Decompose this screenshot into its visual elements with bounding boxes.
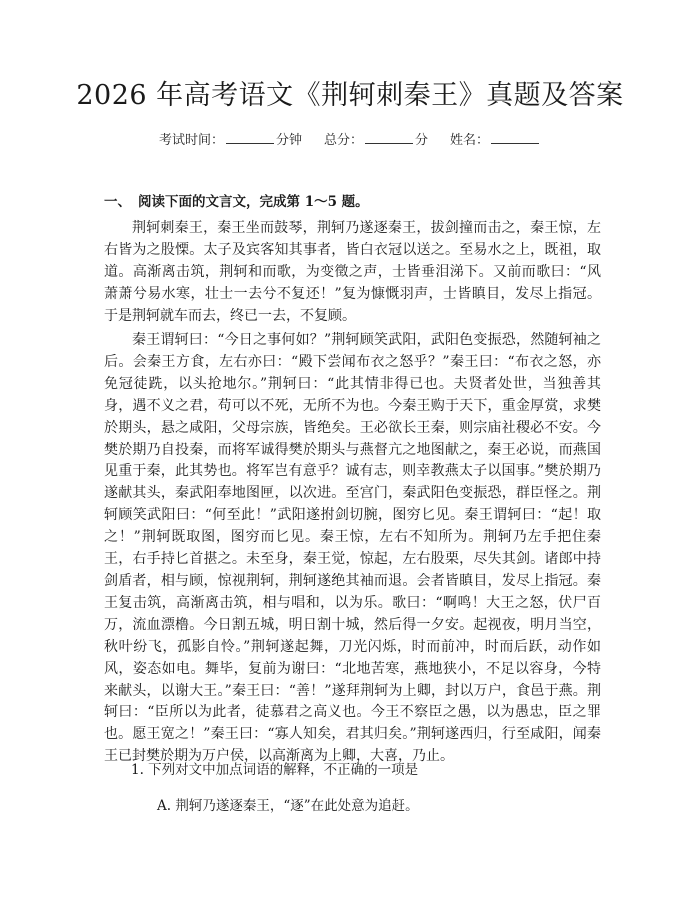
- time-blank: [226, 130, 274, 144]
- exam-meta-line: [0, 130, 700, 151]
- question-option: A. 荆轲乃遂逐秦王，“逐”在此处意为追赶。: [157, 798, 419, 814]
- name-label: 姓名：: [450, 133, 490, 148]
- section-number: 一、: [104, 194, 131, 210]
- score-label: 总分：: [323, 133, 363, 148]
- passage-paragraph: 秦王谓轲曰：“今日之事何如？”荆轲顾笑武阳，武阳色变振恐，然随轲袖之后。会秦王方食，左右亦曰：“殿下尝闻布衣之怒乎？”秦王曰：“布衣之怒，亦免冠徒跣，以头抢地尔。”荆轲曰：“此其情非得已也。夫贤者处世，当独善其身，遇不义之君，苟可以不死，无所不为也。今秦王购于天下，重金厚赏，求樊於期头，悬之咸阳，父母宗族，皆绝矣。王必欲长王秦，则宗庙社稷必不安。今樊於期乃自投秦，而将军诚得樊於期头与燕督亢之地图献之，秦王必说，而燕国见重于秦，此其势也。将军岂有意乎？诚有志，则幸教燕太子以国事。”樊於期乃遂献其头，秦武阳奉地图匣，以次进。至宫门，秦武阳色变振恐，群臣怪之。荆轲顾笑武阳曰：“何至此！”武阳遂拊剑切腕，图穷匕见。秦王谓轲曰：“起！取之！”荆轲既取图，图穷而匕见。秦王惊，左右不知所为。荆轲乃左手把住秦王，右手持匕首揕之。未至身，秦王觉，惊起，左右股栗，尽失其剑。诸郎中持剑盾者，相与顾，惊视荆轲，荆轲遂绝其袖而退。会者皆瞋目，发尽上指冠。秦王复击筑，高渐离击筑，相与唱和，以为乐。歌曰：“啊鸣！大王之怒，伏尸百万，流血漂橹。今日割五城，明日割十城，然后得一夕安。起视夜，明月当空，秋叶纷飞，孤影自怜。”荆轲遂起舞，刀光闪烁，时而前冲，时而后跃，动作如风，姿态如电。舞毕，复前为谢曰：“北地苦寒，燕地狭小，不足以容身，今特来献头，以谢大王。”秦王曰：“善！”遂拜荆轲为上卿，封以万户，食邑于燕。荆轲曰：“臣所以为此者，徒慕君之高义也。今王不察臣之愚，以为愚忠，臣之罪也。愿王宽之！”秦王曰：“寡人知矣，君其归矣。”荆轲遂西归，行至咸阳，闻秦王已封樊於期为万户侯，以高渐离为上卿，大喜，乃止。: [104, 332, 601, 765]
- score-unit: 分: [415, 133, 429, 148]
- score-blank: [365, 130, 413, 144]
- section-instruction: 阅读下面的文言文，完成第 1～5 题。: [138, 194, 369, 210]
- question-stem: 1. 下列对文中加点词语的解释，不正确的一项是: [131, 762, 419, 778]
- time-unit: 分钟: [275, 133, 302, 148]
- passage-paragraph: 荆轲刺秦王，秦王坐而鼓琴，荆轲乃遂逐秦王，拔剑撞而击之，秦王惊，左右皆为之股慄。太子及宾客知其事者，皆白衣冠以送之。至易水之上，既祖，取道。高渐离击筑，荆轲和而歌，为变徵之声，士皆垂泪涕下。又前而歌曰：“风萧萧兮易水寒，壮士一去兮不复还！”复为慷慨羽声，士皆瞋目，发尽上指冠。于是荆轲就车而去，终已一去，不复顾。: [104, 220, 601, 324]
- name-blank: [491, 130, 539, 144]
- page-title: 2026 年高考语文《荆轲刺秦王》真题及答案: [76, 80, 624, 111]
- section-heading: [104, 192, 369, 212]
- time-label: 考试时间：: [158, 133, 224, 148]
